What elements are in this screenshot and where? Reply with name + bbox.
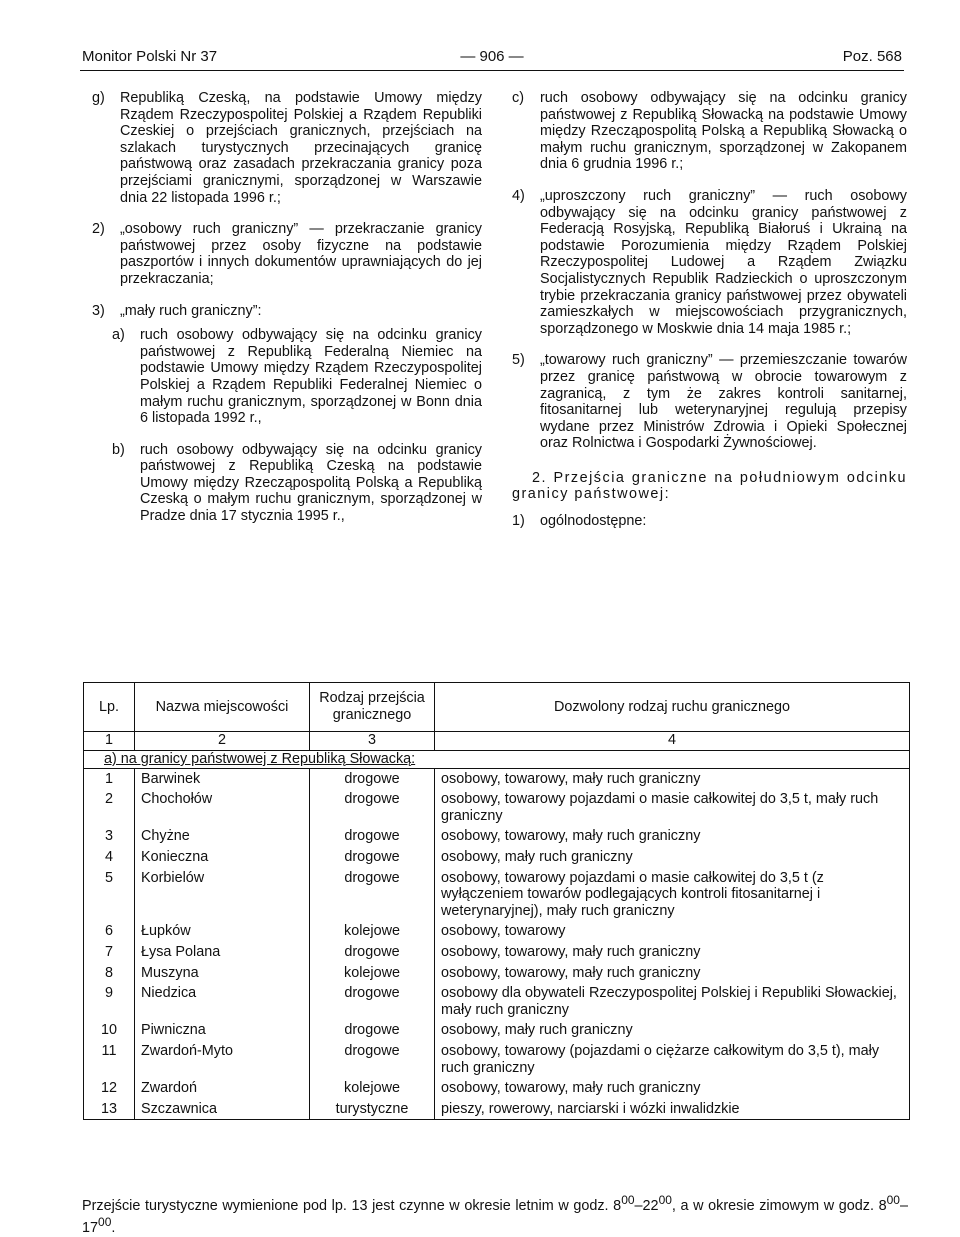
item-number: 3) <box>92 302 105 319</box>
table-row <box>84 1020 910 1041</box>
cell-type: drogowe <box>310 826 435 847</box>
cell-name: Chochołów <box>135 789 310 826</box>
cell-allowed: osobowy, towarowy, mały ruch graniczny <box>435 942 910 963</box>
cell-type: drogowe <box>310 868 435 922</box>
cell-lp: 5 <box>84 868 135 922</box>
cell-lp: 13 <box>84 1099 135 1120</box>
table-row <box>84 768 910 789</box>
cell-type: turystyczne <box>310 1099 435 1120</box>
item-1-general <box>512 513 907 530</box>
item-number: 1) <box>512 513 525 530</box>
item-text: „mały ruch graniczny”: <box>120 302 262 319</box>
table-row <box>84 1099 910 1120</box>
footnote-text: –22 <box>634 1197 659 1214</box>
group-label-cell <box>84 751 910 769</box>
group-label: a) na granicy państwowej z Republiką Słowacką: <box>104 751 416 767</box>
item-3b <box>92 442 482 525</box>
page-number: — 906 — <box>460 48 524 65</box>
table-row <box>84 963 910 984</box>
item-text: ruch osobowy odbywający się na odcinku granicy państwowej z Republiką Federalną Niemiec na podstawie Umowy między Rządem Rzeczypospolitej Polskiej a Rządem Republiki Federalnej Niemiec o małym ruchu granicznym, sporządzonej w Bonn dnia 6 listopada 1992 r., <box>140 327 482 427</box>
cell-lp: 10 <box>84 1020 135 1041</box>
cell-allowed: pieszy, rowerowy, narciarski i wózki inwalidzkie <box>435 1099 910 1120</box>
table-body <box>84 732 910 1120</box>
border-crossings-table <box>83 682 910 1120</box>
cell-lp: 8 <box>84 963 135 984</box>
cell-allowed: osobowy, towarowy, mały ruch graniczny <box>435 963 910 984</box>
cell-lp: 11 <box>84 1041 135 1078</box>
cell-lp: 1 <box>84 768 135 789</box>
cell-allowed: osobowy, mały ruch graniczny <box>435 847 910 868</box>
cell-type: drogowe <box>310 768 435 789</box>
journal-title: Monitor Polski Nr 37 <box>82 48 218 65</box>
table-row <box>84 1078 910 1099</box>
cell-type: drogowe <box>310 942 435 963</box>
header-rule <box>80 70 904 71</box>
cell-type: drogowe <box>310 847 435 868</box>
item-2 <box>92 221 482 287</box>
header-name: Nazwa miejscowości <box>135 683 310 732</box>
running-header <box>82 48 902 70</box>
item-3c <box>512 90 907 173</box>
cell-allowed: osobowy, towarowy, mały ruch graniczny <box>435 768 910 789</box>
footnote-text: –17 <box>82 1197 908 1237</box>
cell-name: Łupków <box>135 921 310 942</box>
footnote-text: Przejście turystyczne wymienione pod lp. 13 jest czynne w okresie letnim w godz. 8 <box>82 1197 622 1214</box>
footnote-text: , a w okresie zimowym w godz. 8 <box>671 1197 887 1214</box>
position-number: Poz. 568 <box>842 48 902 65</box>
table-row <box>84 826 910 847</box>
cell-name: Szczawnica <box>135 1099 310 1120</box>
footnote <box>82 1192 908 1237</box>
table-row <box>84 921 910 942</box>
cell-allowed: osobowy dla obywateli Rzeczypospolitej Polskiej i Republiki Słowackiej, mały ruch graniczny <box>435 983 910 1020</box>
column-number: 3 <box>310 732 435 751</box>
item-number: b) <box>112 441 125 458</box>
group-row <box>84 751 910 769</box>
footnote-sup: 00 <box>886 1193 900 1207</box>
column-number: 1 <box>84 732 135 751</box>
cell-lp: 2 <box>84 789 135 826</box>
cell-name: Chyżne <box>135 826 310 847</box>
table-row <box>84 1041 910 1078</box>
item-5 <box>512 352 907 452</box>
cell-lp: 9 <box>84 983 135 1020</box>
cell-name: Konieczna <box>135 847 310 868</box>
table-row <box>84 847 910 868</box>
cell-lp: 7 <box>84 942 135 963</box>
cell-name: Muszyna <box>135 963 310 984</box>
cell-name: Korbielów <box>135 868 310 922</box>
table-row <box>84 868 910 922</box>
cell-name: Piwniczna <box>135 1020 310 1041</box>
footnote-sup: 00 <box>658 1193 672 1207</box>
cell-allowed: osobowy, towarowy (pojazdami o ciężarze całkowitym do 3,5 t), mały ruch graniczny <box>435 1041 910 1078</box>
item-number: c) <box>512 90 524 106</box>
table-row <box>84 942 910 963</box>
item-text: „osobowy ruch graniczny” — przekraczanie granicy państwowej przez osoby fizyczne na podstawie paszportów i innych dokumentów uprawniających do jej przekraczania; <box>120 221 482 287</box>
table-row <box>84 789 910 826</box>
cell-type: kolejowe <box>310 921 435 942</box>
item-4 <box>512 188 907 337</box>
section-heading: 2. Przejścia graniczne na południowym odcinku granicy państwowej: <box>512 469 907 503</box>
cell-name: Zwardoń <box>135 1078 310 1099</box>
header-type: Rodzaj przejścia granicznego <box>310 683 435 732</box>
item-number: 4) <box>512 187 525 204</box>
item-number: 5) <box>512 352 525 369</box>
item-text: ogólnodostępne: <box>540 513 647 530</box>
item-number: 2) <box>92 221 105 238</box>
table-header-row <box>84 683 910 732</box>
cell-type: drogowe <box>310 1020 435 1041</box>
left-column <box>92 90 482 540</box>
column-number: 2 <box>135 732 310 751</box>
cell-allowed: osobowy, towarowy pojazdami o masie całkowitej do 3,5 t (z wyłączeniem towarów podlegających kontroli fitosanitarnej i weterynaryjnej), mały ruch graniczny <box>435 868 910 922</box>
item-text: ruch osobowy odbywający się na odcinku granicy państwowej z Republiką Czeską na podstawie Umowy między Rzecząpospolitą Polską a Republiką Czeską o małym ruchu granicznym, sporządzonej w Pradze dnia 17 stycznia 1995 r., <box>140 441 482 525</box>
footnote-sup: 00 <box>98 1215 112 1230</box>
column-number: 4 <box>435 732 910 751</box>
footnote-sup: 00 <box>621 1193 635 1207</box>
cell-name: Łysa Polana <box>135 942 310 963</box>
item-text: „towarowy ruch graniczny” — przemieszczanie towarów przez granicę państwową w obrocie towarowym z zagranicą, z tym że zakres kontroli sanitarnej, fitosanitarnej lub weterynaryjnej regulują przepisy wydane przez Ministrów Zdrowia i Opieki Społecznej oraz Rolnictwa i Gospodarki Żywnościowej. <box>540 352 907 452</box>
cell-name: Niedzica <box>135 983 310 1020</box>
cell-allowed: osobowy, towarowy, mały ruch graniczny <box>435 826 910 847</box>
cell-type: drogowe <box>310 789 435 826</box>
item-text: „uproszczony ruch graniczny” — ruch osobowy odbywający się na odcinku granicy państwowej z Federacją Rosyjską, Republiką Białoruś i Ukrainą na podstawie Porozumienia między Rządem Polskiej Rzeczypospolitej Ludowej a Rządem Związku Socjalistycznych Republik Radzieckich o uproszczonym trybie przekraczania granicy państwowej przez obywateli zamieszkałych w miejscowościach przygranicznych, sporządzonego w Moskwie dnia 14 maja 1985 r.; <box>540 187 907 337</box>
cell-type: drogowe <box>310 1041 435 1078</box>
table-row <box>84 983 910 1020</box>
cell-allowed: osobowy, towarowy, mały ruch graniczny <box>435 1078 910 1099</box>
column-number-row <box>84 732 910 751</box>
header-allowed: Dozwolony rodzaj ruchu granicznego <box>435 683 910 732</box>
item-text: Republiką Czeską, na podstawie Umowy między Rządem Rzeczypospolitej Polskiej a Rządem Republiki Czeskiej o przejściach granicznych, przejściach na szlakach turystycznych przecinających granicę państwową oraz zasadach przekraczania granicy poza przejściami granicznymi, sporządzonej w Warszawie dnia 22 listopada 1996 r.; <box>120 90 482 206</box>
item-number: g) <box>92 90 105 106</box>
cell-allowed: osobowy, towarowy <box>435 921 910 942</box>
cell-type: drogowe <box>310 983 435 1020</box>
cell-lp: 3 <box>84 826 135 847</box>
right-column <box>512 90 907 545</box>
item-g <box>92 90 482 206</box>
item-number: a) <box>112 327 125 344</box>
item-text: ruch osobowy odbywający się na odcinku granicy państwowej z Republiką Słowacką na podstawie Umowy między Rzecząpospolitą Polską a Republiką Słowacką o małym ruchu granicznym, sporządzonej w Zakopanem dnia 6 grudnia 1996 r.; <box>540 90 907 173</box>
header-lp: Lp. <box>84 683 135 732</box>
item-3a <box>92 327 482 427</box>
item-3 <box>92 303 482 320</box>
cell-name: Barwinek <box>135 768 310 789</box>
footnote-text: . <box>111 1220 116 1237</box>
cell-type: kolejowe <box>310 1078 435 1099</box>
cell-name: Zwardoń-Myto <box>135 1041 310 1078</box>
cell-lp: 4 <box>84 847 135 868</box>
cell-allowed: osobowy, towarowy pojazdami o masie całkowitej do 3,5 t, mały ruch graniczny <box>435 789 910 826</box>
cell-allowed: osobowy, mały ruch graniczny <box>435 1020 910 1041</box>
cell-lp: 6 <box>84 921 135 942</box>
cell-lp: 12 <box>84 1078 135 1099</box>
cell-type: kolejowe <box>310 963 435 984</box>
